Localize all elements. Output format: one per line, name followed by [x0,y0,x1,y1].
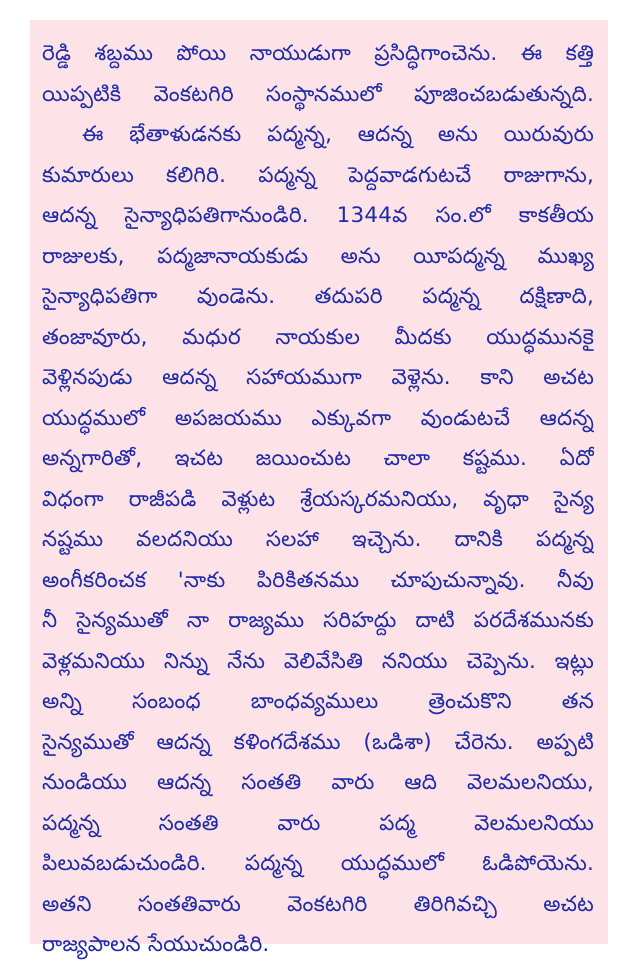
text-line-11: అన్నగారితో, ఇచట జయించుట చాలా కష్టము. ఏదో [42,446,594,471]
document-page [30,20,608,957]
text-line-23: రాజ్యపాలన సేయుచుండిరి. [42,932,270,957]
text-line-4: కుమారులు కలిగిరి. పద్మన్న పెద్దవాడగుటచే రాజుగాను, [42,162,594,188]
text-line-3: ఈ భేతాళుడనకు పద్మన్న, ఆదన్న అను యిరువురు [82,122,594,147]
text-line-6: రాజులకు, పద్మజానాయకుడు అను యీపద్మన్న ముఖ్య [42,243,594,269]
text-line-10: యుద్ధములో అపజయము ఎక్కువగా వుండుటచే ఆదన్న [42,405,594,431]
text-line-12: విధంగా రాజీపడి వెళ్లుట శ్రేయస్కరమనియు, వృధా సైన్య [42,486,594,512]
text-line-22: అతని సంతతివారు వెంకటగిరి తిరిగివచ్చి అచట [42,891,594,917]
text-line-14: అంగీకరించక 'నాకు పిరికితనము చూపుచున్నావు. నీవు [42,567,594,593]
text-line-5: ఆదన్న సైన్యాధిపతిగానుండిరి. 1344వ సం.లో కాకతీయ [42,203,594,228]
text-line-8: తంజావూరు, మధుర నాయకుల మీదకు యుద్ధమునకై [42,324,594,350]
text-line-20: పద్మన్న సంతతి వారు పద్మ వెలమలనియు [42,810,594,836]
text-line-7: సైన్యాధిపతిగా వుండెను. తదుపరి పద్మన్న దక్షిణాది, [42,284,594,309]
text-line-16: వెళ్లమనియు నిన్ను నేను వెలివేసితి ననియు చెప్పెను. ఇట్లు [42,648,594,674]
text-line-1: రెడ్డి శబ్దము పోయి నాయుడుగా ప్రసిద్ధిగాంచెను. ఈ కత్తి [42,41,594,66]
text-line-21: పిలువబడుచుండిరి. పద్మన్న యుద్ధములో ఓడిపోయెను. [42,851,594,876]
text-line-18: సైన్యముతో ఆదన్న కళింగదేశము (ఒడిశా) చేరెను. అప్పటి [42,729,594,755]
text-line-19: నుండియు ఆదన్న సంతతి వారు ఆది వెలమలనియు, [42,770,594,795]
text-line-13: నష్టము వలదనియు సలహా ఇచ్చెను. దానికి పద్మన్న [42,527,594,552]
text-line-15: నీ సైన్యముతో నా రాజ్యము సరిహద్దు దాటి పరదేశమునకు [42,608,594,633]
text-line-17: అన్ని సంబంధ బాంధవ్యములు త్రెంచుకొని తన [42,689,594,714]
text-line-9: వెళ్లినపుడు ఆదన్న సహాయముగా వెళ్లెను. కాని అచట [42,365,594,390]
text-line-2: యిప్పటికి వెంకటగిరి సంస్థానములో పూజించబడుతున్నది. [42,81,594,107]
